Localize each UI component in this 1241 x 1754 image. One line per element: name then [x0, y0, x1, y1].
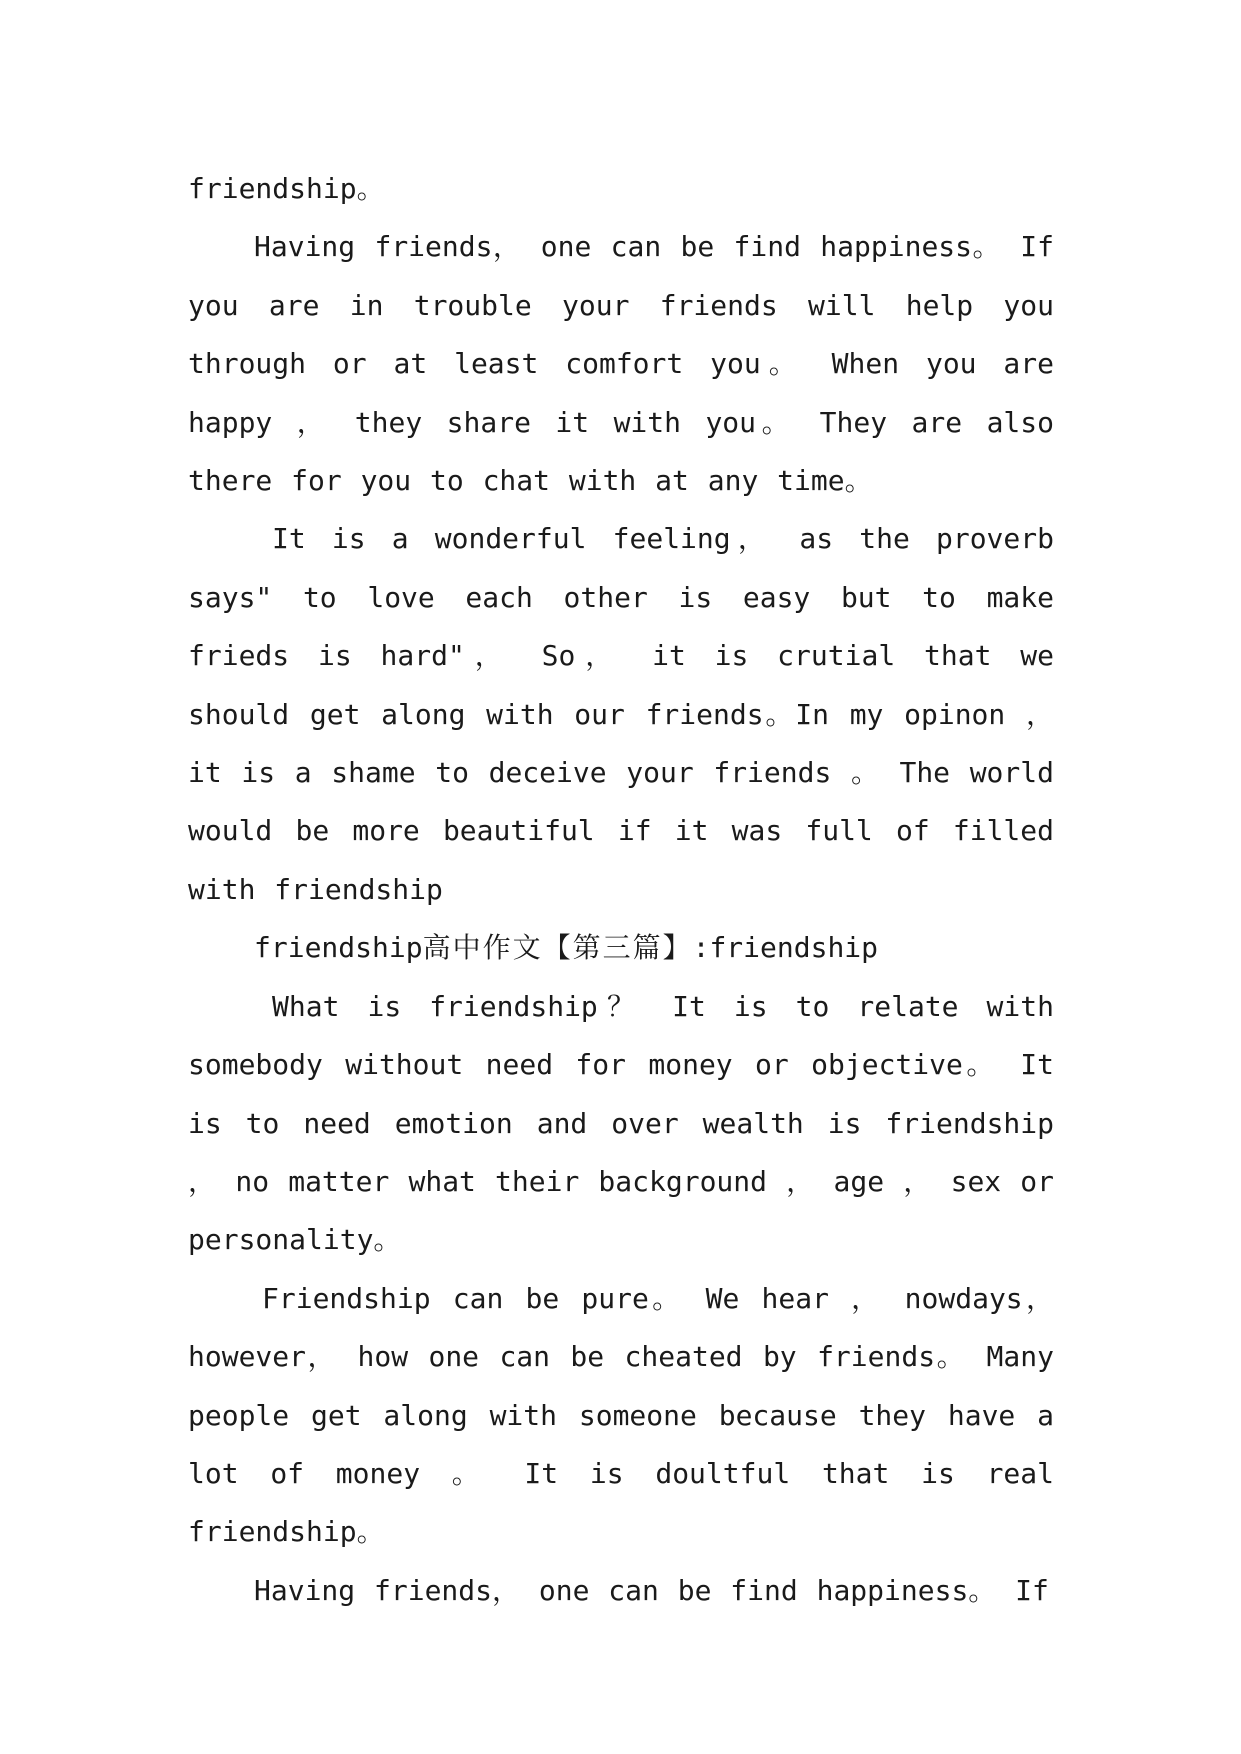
paragraph-wonderful-feeling: It is a wonderful feeling， as the proverb says" to love each other is easy but to make frieds is hard"， So， it is crutial that we should get along with our friends。In my opinon ，it is a shame to deceive your friends 。 The world would be more beautiful if it was full of filled with friendship [188, 522, 1054, 906]
paragraph-having-friends: Having friends， one can be find happiness。 If you are in trouble your friends will help you through or at least comfort you。 When you are happy ， they share it with you。 They are also there for you to chat with at any time。 [188, 230, 1054, 498]
paragraph-having-friends-repeat: Having friends， one can be find happiness。 If [254, 1573, 1049, 1607]
heading-suffix: :friendship [692, 931, 879, 965]
section-heading [188, 919, 1054, 977]
paragraph-friendship-pure: Friendship can be pure。 We hear ， nowdays， however， how one can be cheated by friends。 Many people get along with someone because they have a lot of money 。 It is doultful that is real friendship。 [188, 1281, 1054, 1549]
paragraph-what-is-friendship: What is friendship？ It is to relate with somebody without need for money or objective。 It is to need emotion and over wealth is friendship ， no matter what their background ， age ， sex or personality。 [188, 989, 1054, 1257]
paragraph-continuation: friendship。 [188, 172, 385, 205]
document-page [188, 160, 1054, 1620]
heading-prefix: friendship [254, 931, 423, 965]
heading-cjk: 高中作文【第三篇】 [422, 931, 693, 965]
